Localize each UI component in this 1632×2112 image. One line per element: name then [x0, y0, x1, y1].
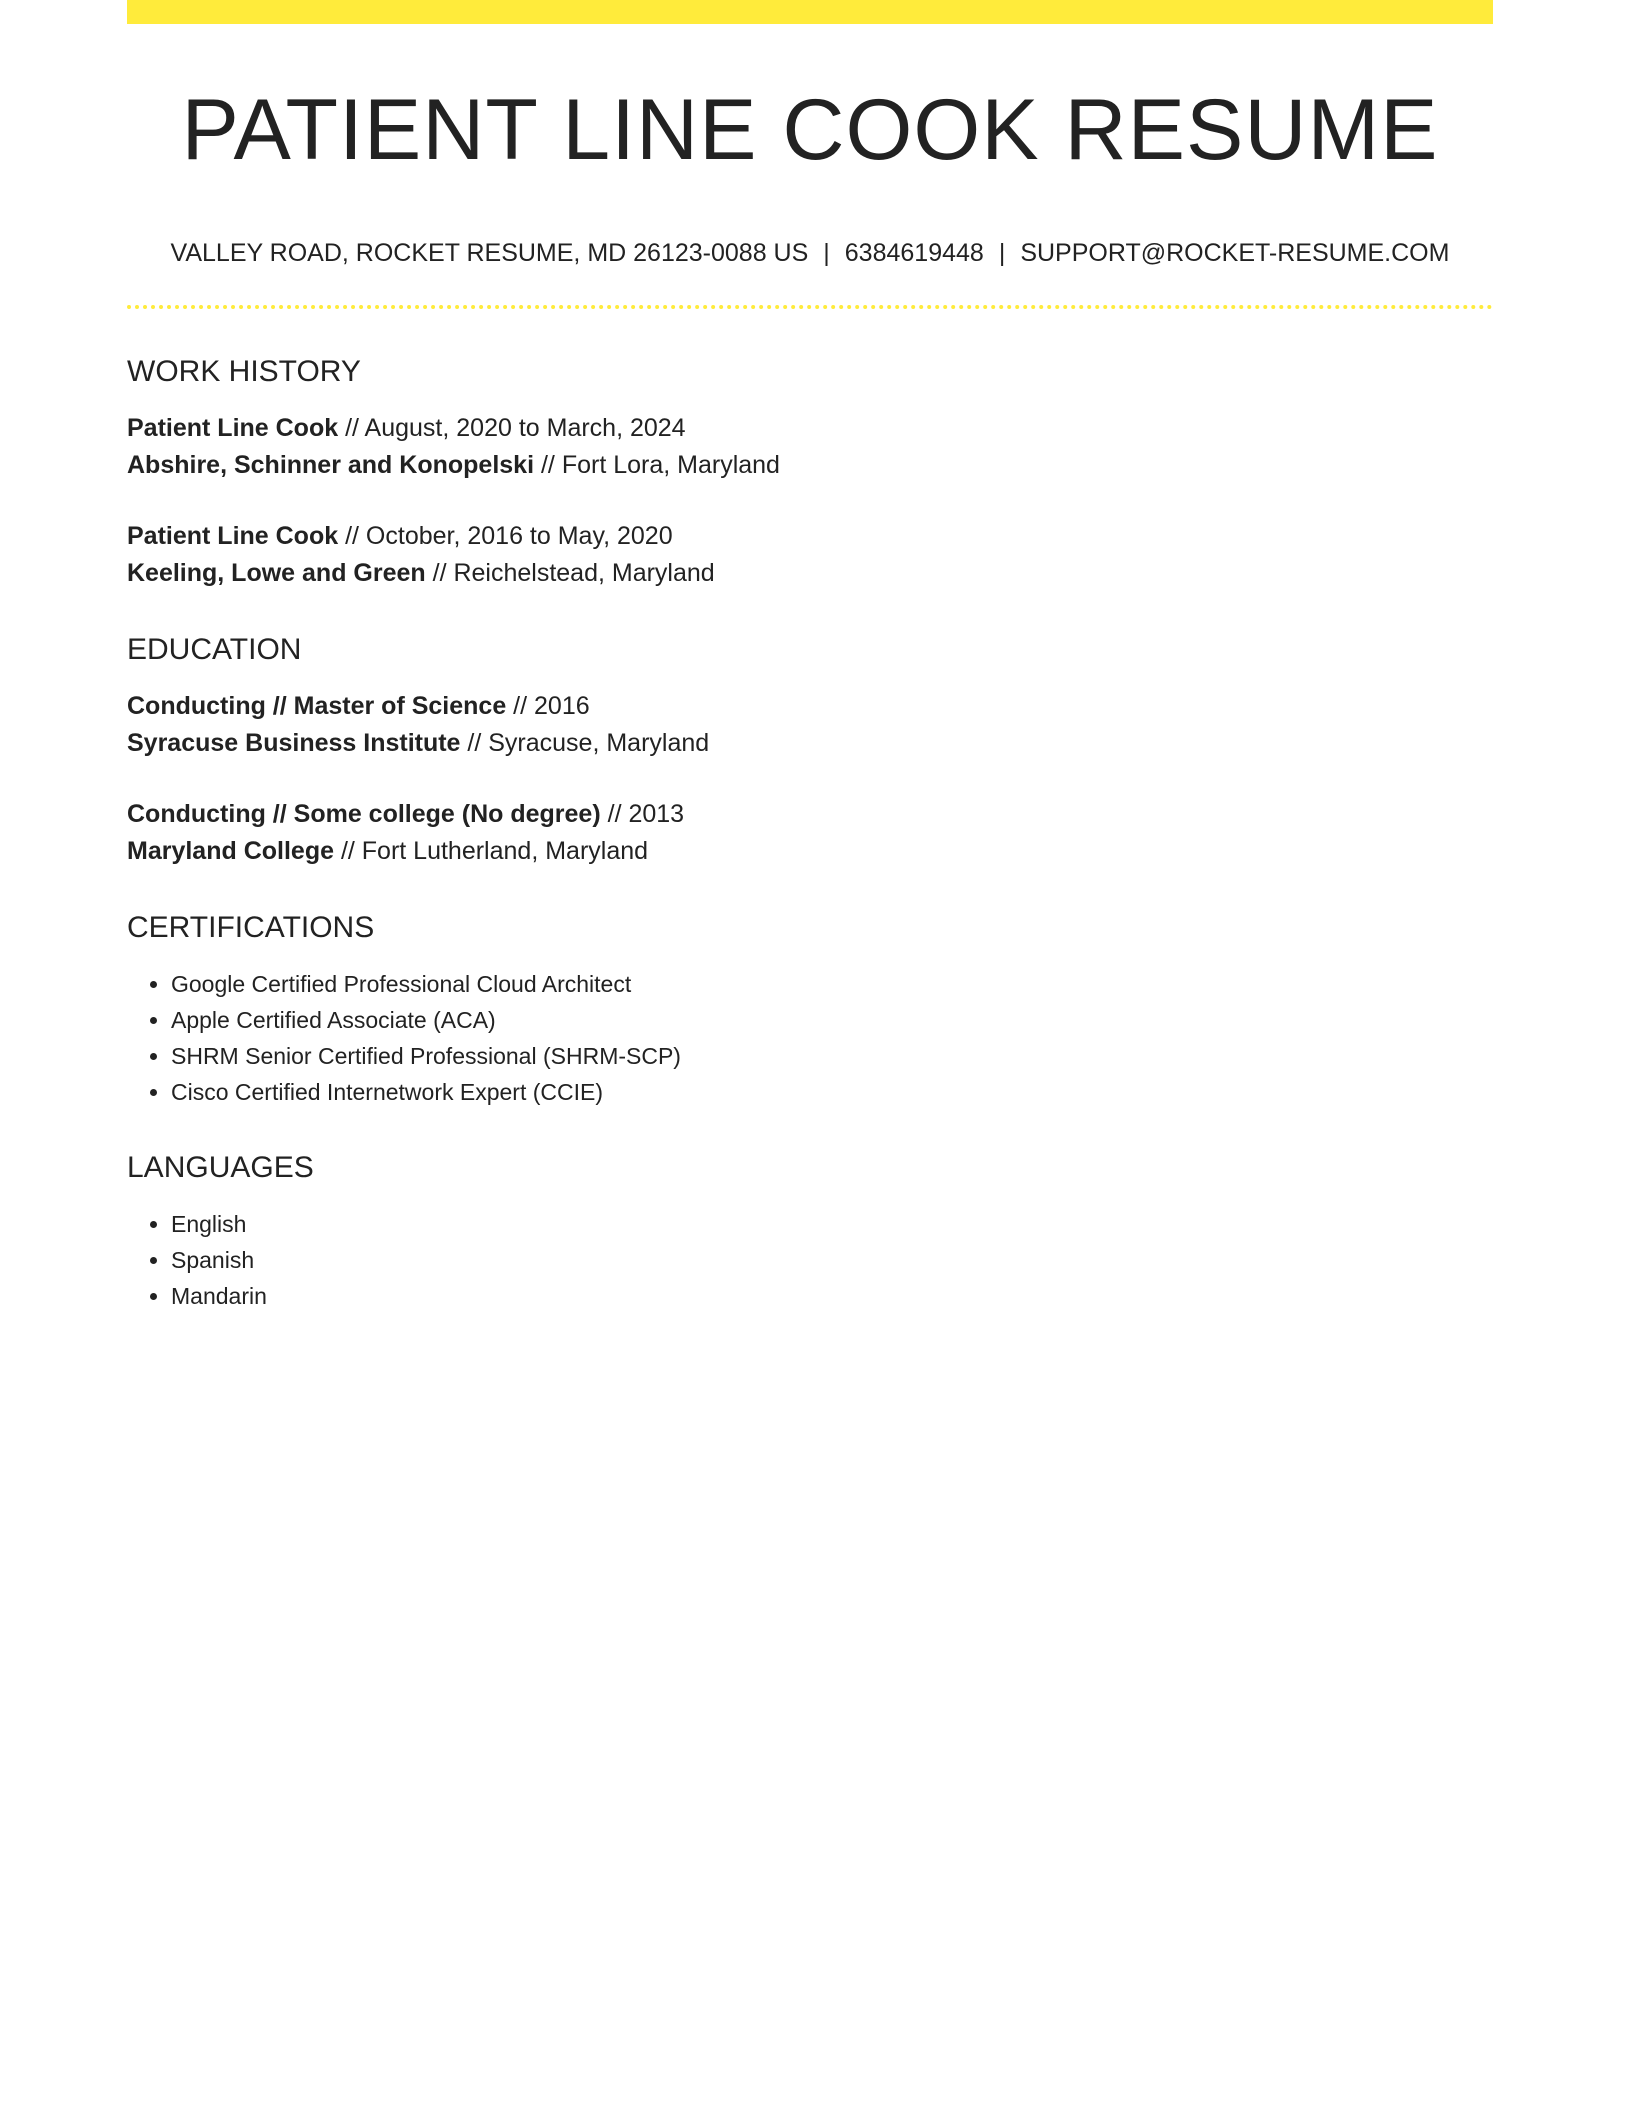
certifications-list	[127, 966, 1493, 1110]
school-location: // Syracuse, Maryland	[460, 729, 710, 757]
list-item: • Mandarin	[171, 1278, 1493, 1314]
contact-separator: |	[823, 239, 830, 267]
education-entry	[127, 796, 1493, 870]
graduation-year: // 2013	[600, 800, 685, 828]
resume-title: PATIENT LINE COOK RESUME	[181, 82, 1439, 178]
languages-section	[127, 1148, 1493, 1314]
list-item: • Google Certified Professional Cloud Architect	[171, 966, 1493, 1002]
company-location: // Reichelstead, Maryland	[425, 559, 715, 587]
work-entry-title-line	[127, 410, 1493, 447]
section-heading: CERTIFICATIONS	[127, 911, 375, 944]
graduation-year: // 2016	[506, 692, 590, 720]
job-dates: // October, 2016 to May, 2020	[338, 522, 673, 550]
education-degree-line	[127, 688, 1493, 725]
contact-email: SUPPORT@ROCKET-RESUME.COM	[1020, 239, 1450, 267]
company-name: Keeling, Lowe and Green	[127, 559, 426, 587]
job-title: Patient Line Cook	[127, 522, 339, 550]
contact-separator: |	[998, 239, 1006, 267]
degree: Conducting // Some college (No degree)	[127, 800, 601, 828]
school-name: Syracuse Business Institute	[127, 729, 461, 757]
list-item: • SHRM Senior Certified Professional (SHRM-SCP)	[171, 1038, 1493, 1074]
education-degree-line	[127, 796, 1493, 833]
contact-address: VALLEY ROAD, ROCKET RESUME, MD 26123-0088 US	[170, 239, 809, 267]
job-title: Patient Line Cook	[127, 414, 339, 442]
job-dates: // August, 2020 to March, 2024	[338, 414, 686, 442]
certifications-section	[127, 908, 1493, 1110]
education-entry	[127, 688, 1493, 762]
work-entry-company-line	[127, 555, 1493, 592]
education-school-line	[127, 833, 1493, 870]
company-location: // Fort Lora, Maryland	[534, 451, 780, 479]
dotted-divider	[127, 305, 1493, 309]
section-heading: EDUCATION	[127, 633, 302, 666]
languages-list	[127, 1206, 1493, 1314]
list-item: • Cisco Certified Internetwork Expert (CCIE)	[171, 1074, 1493, 1110]
degree: Conducting // Master of Science	[127, 692, 507, 720]
contact-phone: 6384619448	[844, 239, 984, 267]
school-name: Maryland College	[127, 837, 334, 865]
list-item: • English	[171, 1206, 1493, 1242]
company-name: Abshire, Schinner and Konopelski	[127, 451, 535, 479]
list-item: • Apple Certified Associate (ACA)	[171, 1002, 1493, 1038]
education-school-line	[127, 725, 1493, 762]
school-location: // Fort Lutherland, Maryland	[334, 837, 649, 865]
work-entry-company-line	[127, 447, 1493, 484]
education-section	[127, 630, 1493, 870]
resume-content	[127, 352, 1493, 1352]
contact-line	[127, 236, 1493, 270]
section-heading: WORK HISTORY	[127, 355, 361, 388]
work-entry-title-line	[127, 518, 1493, 555]
section-heading: LANGUAGES	[127, 1151, 314, 1184]
accent-top-bar	[127, 0, 1493, 24]
work-entry	[127, 410, 1493, 484]
list-item: • Spanish	[171, 1242, 1493, 1278]
work-history-section	[127, 352, 1493, 592]
work-entry	[127, 518, 1493, 592]
